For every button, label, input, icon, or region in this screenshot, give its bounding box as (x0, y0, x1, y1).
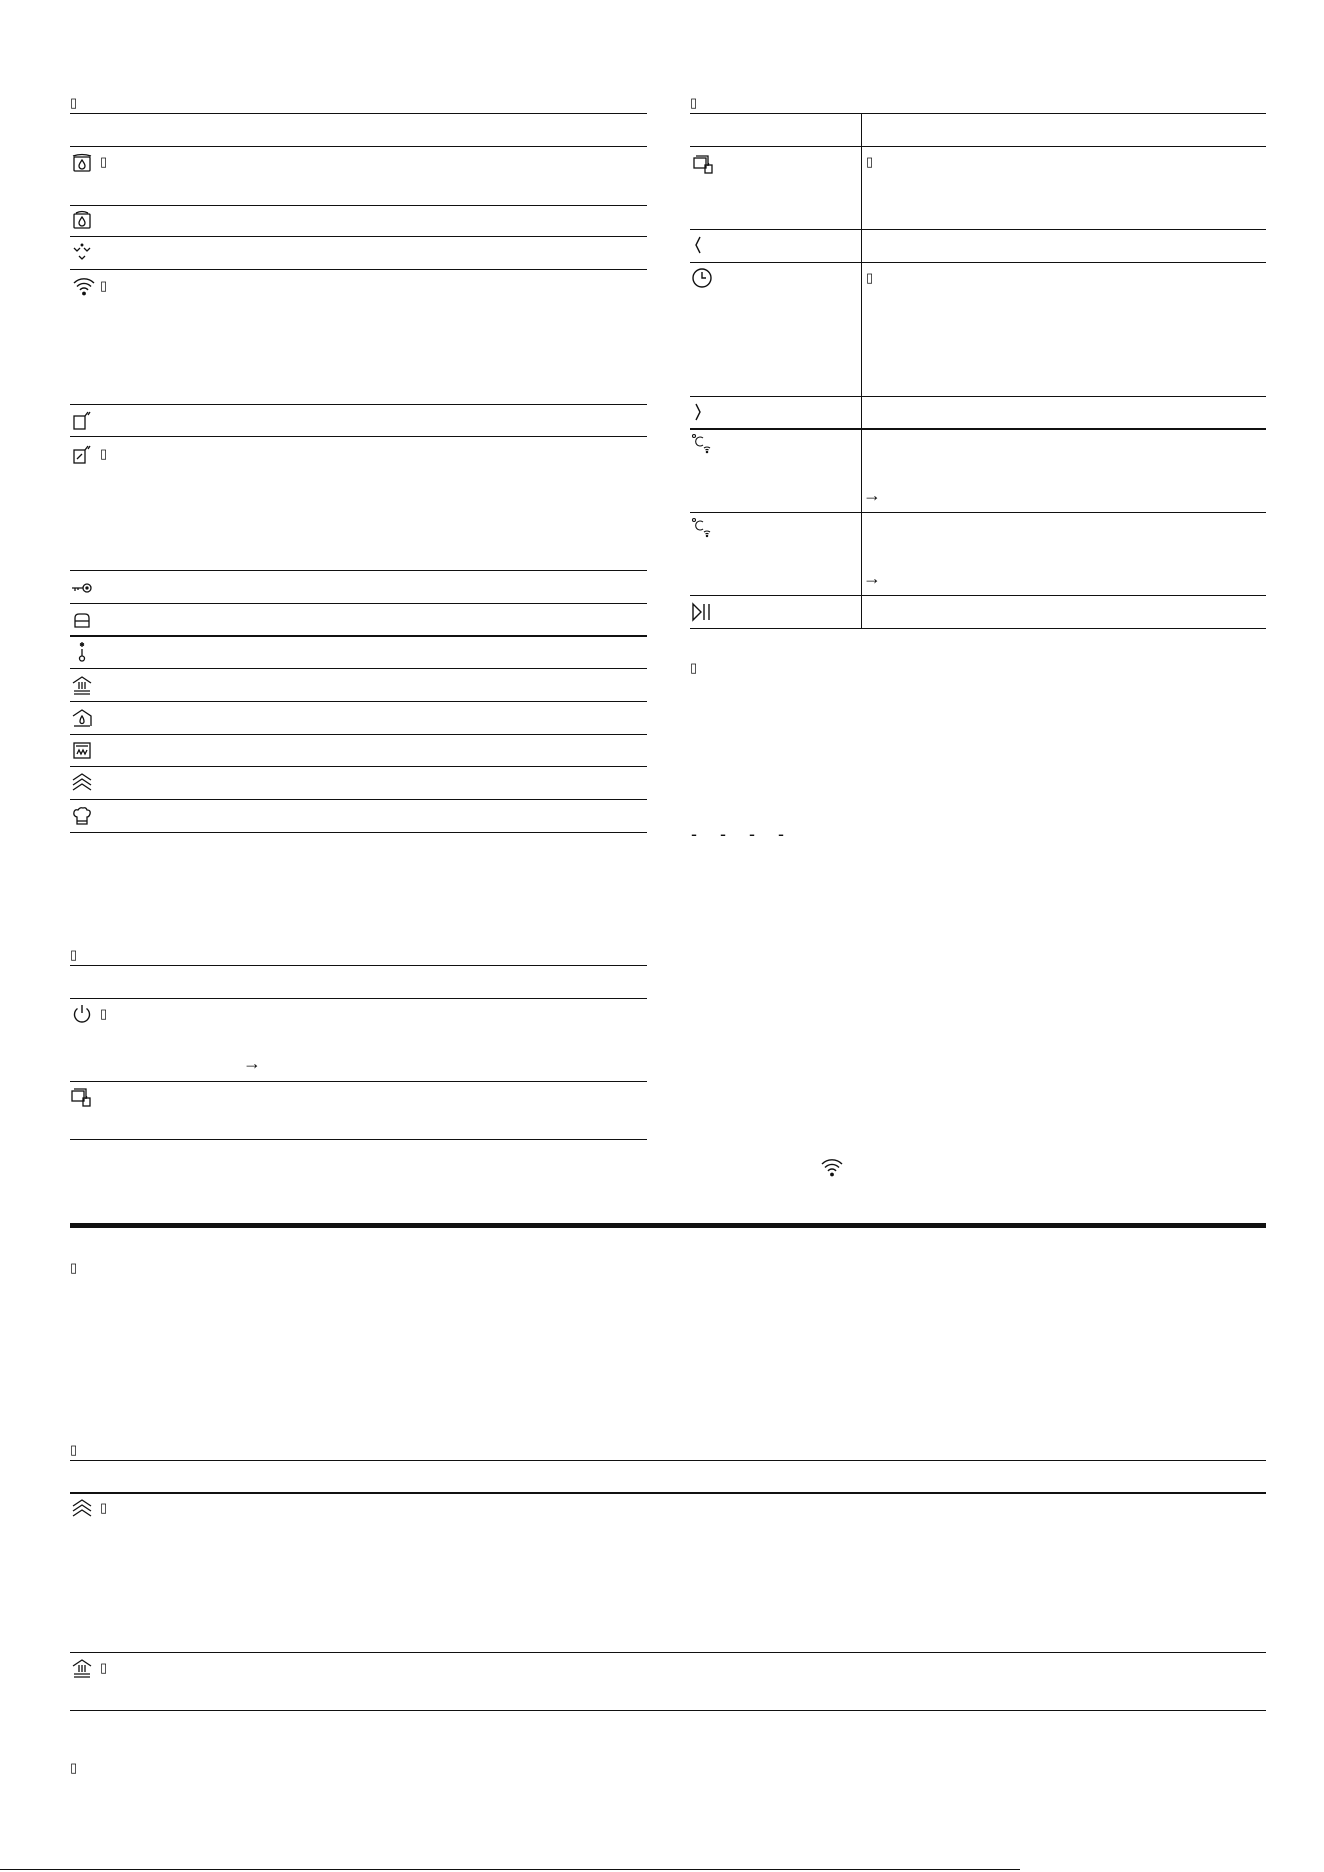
left-table-row-rule (70, 146, 647, 147)
temperature-probe-icon (70, 640, 94, 664)
left-table-row-rule (70, 436, 647, 437)
descale-icon (70, 240, 94, 264)
left-table-row-rule (70, 603, 647, 604)
temp-wifi-icon (690, 432, 714, 456)
left-table-row-rule (70, 668, 647, 669)
illegible-text: ▯ (100, 446, 108, 461)
key-icon (70, 576, 94, 600)
cavity-icon (70, 608, 94, 632)
left-table-row-rule (70, 570, 647, 571)
left-table-row-rule (70, 635, 647, 637)
illegible-text: ▯ (100, 278, 108, 293)
right-table-row-rule (690, 428, 1266, 430)
left-table-row-rule (70, 766, 647, 767)
left-table-row-rule (70, 404, 647, 405)
right-table-row-rule (690, 512, 1266, 513)
footer-rule (0, 1869, 1020, 1870)
door-remote-icon (70, 442, 94, 466)
steam-level-icon (70, 771, 94, 795)
bottom-table-row-rule (70, 1710, 1266, 1711)
right-table-row-rule (690, 396, 1266, 397)
door-open-icon (70, 408, 94, 432)
illegible-text: ▯ (70, 1442, 78, 1457)
illegible-text: ▯ (690, 95, 698, 110)
clock-icon (690, 266, 714, 290)
right-table-row-rule (690, 595, 1266, 596)
illegible-text: ▯ (70, 95, 78, 110)
bottom-table-header-rule (70, 1460, 1266, 1461)
left-table-row-rule (70, 236, 647, 237)
steam-heat-icon (70, 706, 94, 730)
water-tank-icon (70, 208, 94, 232)
power-icon (70, 1002, 94, 1026)
bottom-table-row-rule (70, 1652, 1266, 1653)
right-table-row-rule (690, 628, 1266, 629)
temp-wifi-icon (690, 516, 714, 540)
bottom-heat-icon (70, 673, 94, 697)
steam-level-icon (70, 1497, 94, 1521)
right-table-header-rule (690, 113, 1266, 114)
remote-start-icon (692, 152, 716, 176)
arrow-glyph: → (243, 1053, 261, 1073)
left-table2-row-rule (70, 1139, 647, 1140)
right-table-row-rule (690, 229, 1266, 230)
illegible-text: ▯ (100, 1006, 108, 1021)
display-dashes: - - - - (691, 824, 793, 844)
left-table-header-rule (70, 113, 647, 114)
wifi-icon (820, 1155, 844, 1179)
illegible-text: ▯ (866, 154, 874, 169)
left-table-row-rule (70, 269, 647, 270)
chef-hat-icon (70, 804, 94, 828)
right-table-row-rule (690, 146, 1266, 147)
remote-start-icon (70, 1085, 94, 1109)
left-table2-header-rule (70, 965, 647, 966)
illegible-text: ▯ (70, 1260, 78, 1275)
water-tank-icon (70, 151, 94, 175)
arrow-glyph: → (863, 485, 881, 505)
left-table2-row-rule (70, 1081, 647, 1082)
chevron-left-icon (690, 233, 714, 257)
illegible-text: ▯ (100, 1660, 108, 1675)
illegible-text: ▯ (866, 270, 874, 285)
section-rule (70, 1223, 1266, 1228)
grill-icon (70, 738, 94, 762)
left-table-row-rule (70, 832, 647, 833)
illegible-text: ▯ (690, 660, 698, 675)
arrow-glyph: → (863, 568, 881, 588)
bottom-heat-icon (70, 1656, 94, 1680)
wifi-icon (72, 274, 96, 298)
right-table-row-rule (690, 262, 1266, 263)
bottom-table-row-rule (70, 1492, 1266, 1494)
right-table-column-divider (861, 113, 862, 628)
left-table2-row-rule (70, 998, 647, 999)
illegible-text: ▯ (100, 154, 108, 169)
left-table-row-rule (70, 734, 647, 735)
left-table-row-rule (70, 205, 647, 206)
left-table-row-rule (70, 799, 647, 800)
left-table-row-rule (70, 701, 647, 702)
illegible-text: ▯ (70, 1760, 78, 1775)
illegible-text: ▯ (100, 1500, 108, 1515)
play-pause-icon (690, 600, 714, 624)
illegible-text: ▯ (70, 947, 78, 962)
chevron-right-icon (690, 400, 714, 424)
